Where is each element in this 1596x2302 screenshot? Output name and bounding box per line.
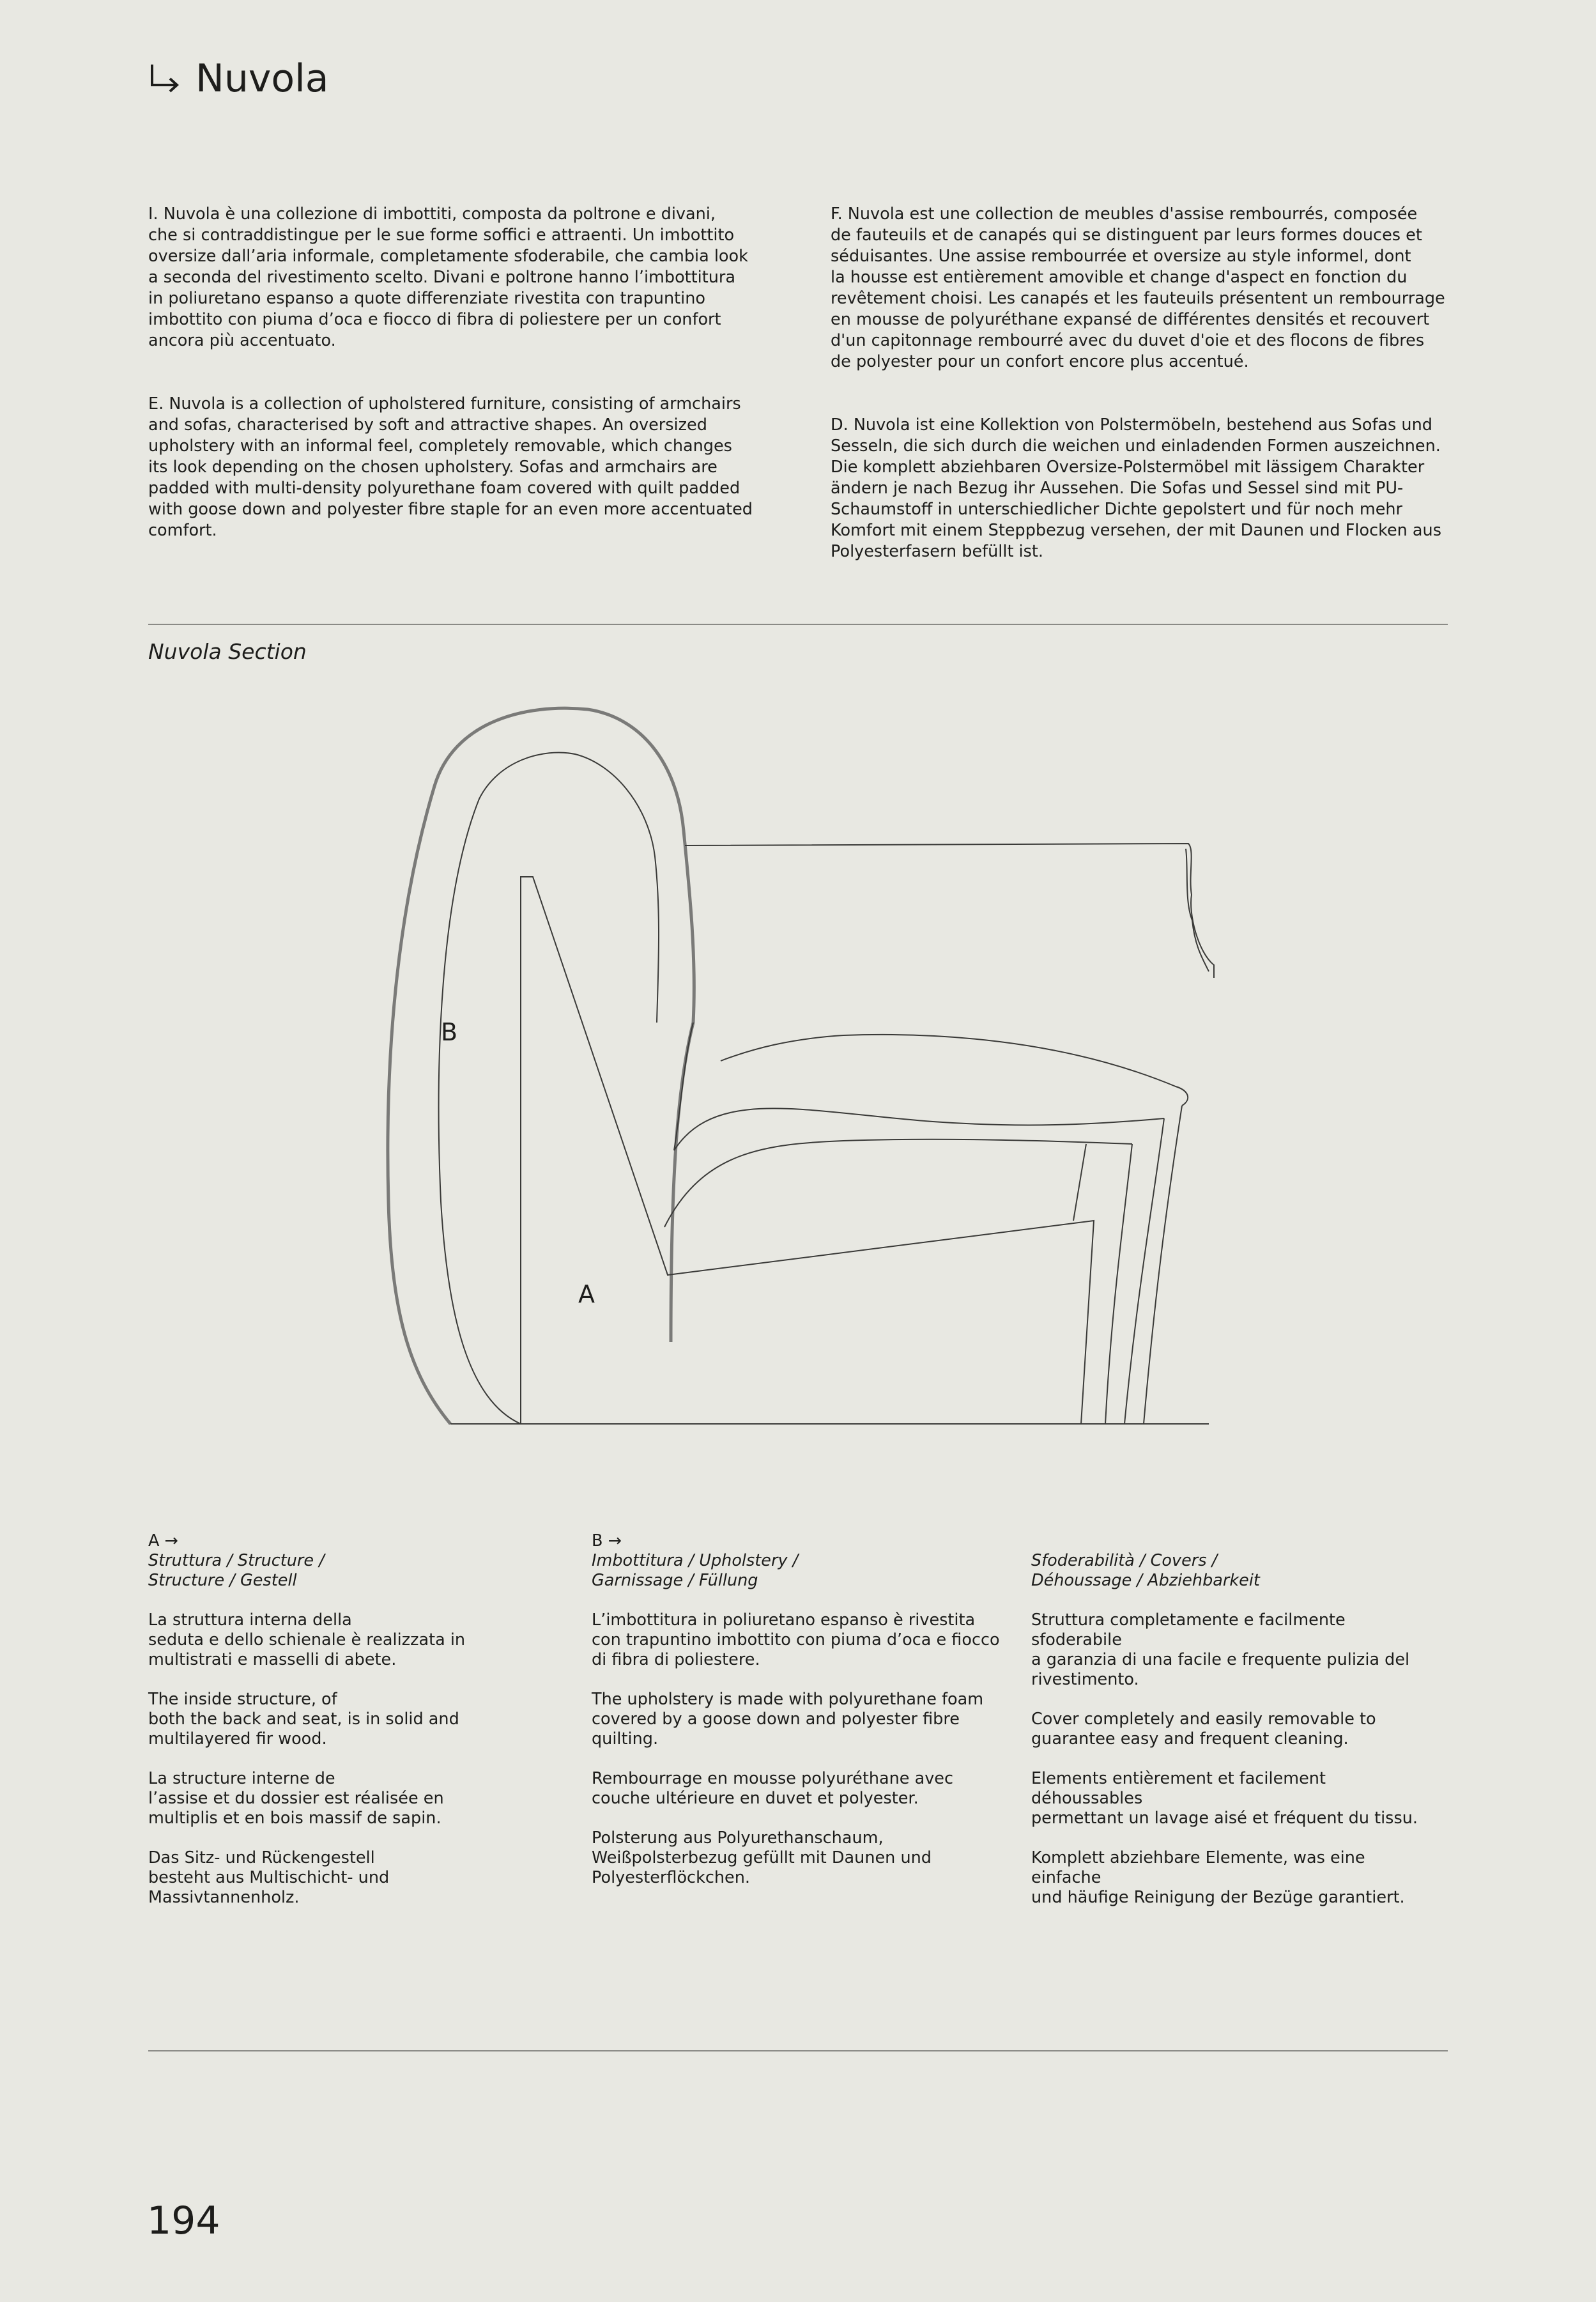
legend-text: La structure interne de l’assise et du dossier est réalisée en multiplis et en bois massif de sapin. [148,1769,444,1828]
intro-left-column [148,183,787,583]
intro-french: F. Nuvola est une collection de meubles d'assise rembourrés, composée de fauteuils et de canapés qui se distinguent par leurs formes douces et séduisantes. Une assise rembourrée et oversize au style informel, dont la housse est entièrement amovible et change d'aspect en fonction du revêtement choisi. Les canapés et les fauteuils présentent un rembourrage en mousse de polyuréthane expansé de différentes densités et recouvert d'un capitonnage rembourré avec du duvet d'oie et des flocons de fibres de polyester pour un confort encore plus accentué. [831,205,1445,371]
back-cushion-right-edge [1186,849,1209,971]
seat-layer-1 [674,1023,1164,1150]
label-a: A [578,1280,595,1308]
section-title: Nuvola Section [148,639,307,664]
seat-cushion-top [721,1035,1188,1106]
seat-layer-2 [664,1139,1132,1227]
intro-german: D. Nuvola ist eine Kollektion von Polstermöbeln, bestehend aus Sofas und Sesseln, die sich durch die weichen und einladenden Formen auszeichnen. Die komplett abziehbaren Oversize-Polstermöbel mit lässigem Charakter ändern je nach Bezug ihr Aussehen. Die Sofas und Sessel sind mit PU- Schaumstoff in unterschiedlicher Dichte gepolstert und für noch mehr Komfort mit einem Steppbezug versehen, der mit Daunen und Flocken aus Polyesterfasern befüllt ist. [831,415,1441,561]
return-arrow-icon [148,62,181,95]
intro-right-column [831,183,1469,605]
legend-text: Polsterung aus Polyurethanschaum, Weißpolsterbezug gefüllt mit Daunen und Polyesterflöckchen. [592,1828,932,1887]
legend-text: Elements entièrement et facilement déhoussables permettant un lavage aisé et fréquent du tissu. [1031,1769,1418,1828]
label-b: B [441,1018,458,1046]
structure-diagonal [1073,1144,1086,1221]
arm-inner-outline [439,753,659,1424]
legend-covers [1031,1531,1440,1927]
back-cushion-outline [685,844,1214,978]
divider-top [148,624,1448,625]
structure-a [521,877,1094,1424]
legend-upholstery [592,1531,1001,1908]
legend-text: The inside structure, of both the back and seat, is in solid and multilayered fir wood. [148,1690,459,1749]
intro-italian: I. Nuvola è una collezione di imbottiti, composta da poltrone e divani, che si contraddistingue per le sue forme soffici e attraenti. Un imbottito oversize dall’aria informale, completamente sfoderabile, che cambia look a seconda del rivestimento scelto. Divani e poltrone hanno l’imbottitura in poliuretano espanso a quote differenziate rivestita con trapuntino imbottito con piuma d’oca e fiocco di fibra di poliestere per un confort ancora più accentuato. [148,205,748,350]
legend-text: L’imbottitura in poliuretano espanso è rivestita con trapuntino imbottito con piuma d’oca e fiocco di fibra di poliestere. [592,1611,1000,1669]
legend-heading-covers: Sfoderabilità / Covers / Déhoussage / Abziehbarkeit [1031,1551,1260,1590]
legend-heading-structure: Struttura / Structure / Structure / Gestell [148,1551,325,1590]
intro-english: E. Nuvola is a collection of upholstered furniture, consisting of armchairs and sofas, characterised by soft and attractive shapes. An oversized upholstery with an informal feel, completely removable, which changes its look depending on the chosen upholstery. Sofas and armchairs are padded with multi-density polyurethane foam covered with quilt padded with goose down and polyester fibre staple for an even more accentuated comfort. [148,394,753,540]
legend-text: Rembourrage en mousse polyuréthane avec couche ultérieure en duvet et polyester. [592,1769,954,1808]
legend-text: Cover completely and easily removable to guarantee easy and frequent cleaning. [1031,1710,1376,1749]
divider-bottom [148,2050,1448,2051]
page-title [148,56,329,101]
legend-key-a: A → [148,1531,178,1550]
legend-key-b: B → [592,1531,622,1550]
seat-cushion-inner-front-2 [1105,1144,1132,1424]
page-number: 194 [147,2198,220,2243]
legend-heading-upholstery: Imbottitura / Upholstery / Garnissage / Füllung [592,1551,799,1590]
seat-cushion-front [1144,1106,1182,1424]
armchair-section-drawing [358,703,1239,1438]
legend-text: The upholstery is made with polyurethane foam covered by a goose down and polyester fibre quilting. [592,1690,984,1749]
legend-structure [148,1531,557,1927]
title-text: Nuvola [196,56,329,101]
legend-text: Das Sitz- und Rückengestell besteht aus Multischicht- und Massivtannenholz. [148,1848,390,1907]
legend-text: Komplett abziehbare Elemente, was eine einfache und häufige Reinigung der Bezüge garantiert. [1031,1848,1405,1907]
legend-text: Struttura completamente e facilmente sfoderabile a garanzia di una facile e frequente pulizia del rivestimento. [1031,1611,1410,1689]
legend-text: La struttura interna della seduta e dello schienale è realizzata in multistrati e masselli di abete. [148,1611,466,1669]
arm-outer-outline [388,708,694,1424]
